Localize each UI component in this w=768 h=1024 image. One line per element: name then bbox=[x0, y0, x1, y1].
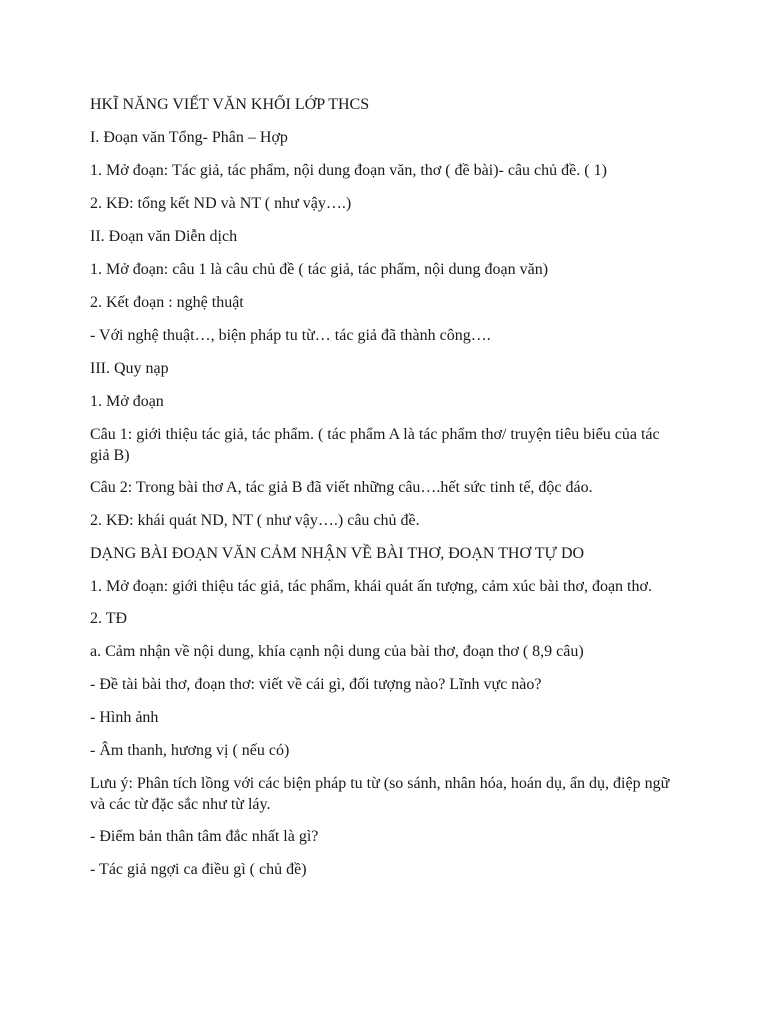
paragraph: - Hình ảnh bbox=[90, 709, 159, 726]
section-heading: DẠNG BÀI ĐOẠN VĂN CẢM NHẬN VỀ BÀI THƠ, ĐOẠN THƠ TỰ DO bbox=[90, 545, 585, 562]
paragraph: 2. Kết đoạn : nghệ thuật bbox=[90, 294, 244, 311]
paragraph: a. Cảm nhận về nội dung, khía cạnh nội dung của bài thơ, đoạn thơ ( 8,9 câu) bbox=[90, 643, 584, 660]
document-body bbox=[90, 94, 680, 892]
paragraph: - Điểm bản thân tâm đắc nhất là gì? bbox=[90, 828, 319, 845]
paragraph: - Tác giả ngợi ca điều gì ( chủ đề) bbox=[90, 861, 307, 878]
paragraph: 2. KĐ: tổng kết ND và NT ( như vậy….) bbox=[90, 195, 352, 212]
paragraph: 1. Mở đoạn: Tác giả, tác phẩm, nội dung đoạn văn, thơ ( đề bài)- câu chủ đề. ( 1) bbox=[90, 162, 607, 179]
paragraph: 1. Mở đoạn: câu 1 là câu chủ đề ( tác giả, tác phẩm, nội dung đoạn văn) bbox=[90, 261, 549, 278]
section-heading: I. Đoạn văn Tổng- Phân – Hợp bbox=[90, 129, 288, 146]
paragraph: - Đề tài bài thơ, đoạn thơ: viết về cái gì, đối tượng nào? Lĩnh vực nào? bbox=[90, 676, 542, 693]
paragraph: Câu 1: giới thiệu tác giả, tác phẩm. ( tác phẩm A là tác phẩm thơ/ truyện tiêu biểu của tác giả B) bbox=[90, 426, 660, 464]
paragraph: 1. Mở đoạn bbox=[90, 393, 164, 410]
paragraph: Câu 2: Trong bài thơ A, tác giả B đã viết những câu….hết sức tinh tế, độc đáo. bbox=[90, 479, 593, 496]
paragraph: Lưu ý: Phân tích lồng với các biện pháp tu từ (so sánh, nhân hóa, hoán dụ, ẩn dụ, điệp ngữ và các từ đặc sắc như từ láy. bbox=[90, 775, 670, 813]
paragraph: 1. Mở đoạn: giới thiệu tác giả, tác phẩm, khái quát ấn tượng, cảm xúc bài thơ, đoạn thơ. bbox=[90, 578, 652, 595]
paragraph: - Âm thanh, hương vị ( nếu có) bbox=[90, 742, 290, 759]
section-heading: III. Quy nạp bbox=[90, 360, 169, 377]
paragraph: 2. KĐ: khái quát ND, NT ( như vậy….) câu chủ đề. bbox=[90, 512, 420, 529]
document-title: HKĨ NĂNG VIẾT VĂN KHỐI LỚP THCS bbox=[90, 96, 370, 113]
section-heading: II. Đoạn văn Diễn dịch bbox=[90, 228, 238, 245]
paragraph: 2. TĐ bbox=[90, 610, 128, 627]
paragraph: - Với nghệ thuật…, biện pháp tu từ… tác giả đã thành công…. bbox=[90, 327, 491, 344]
